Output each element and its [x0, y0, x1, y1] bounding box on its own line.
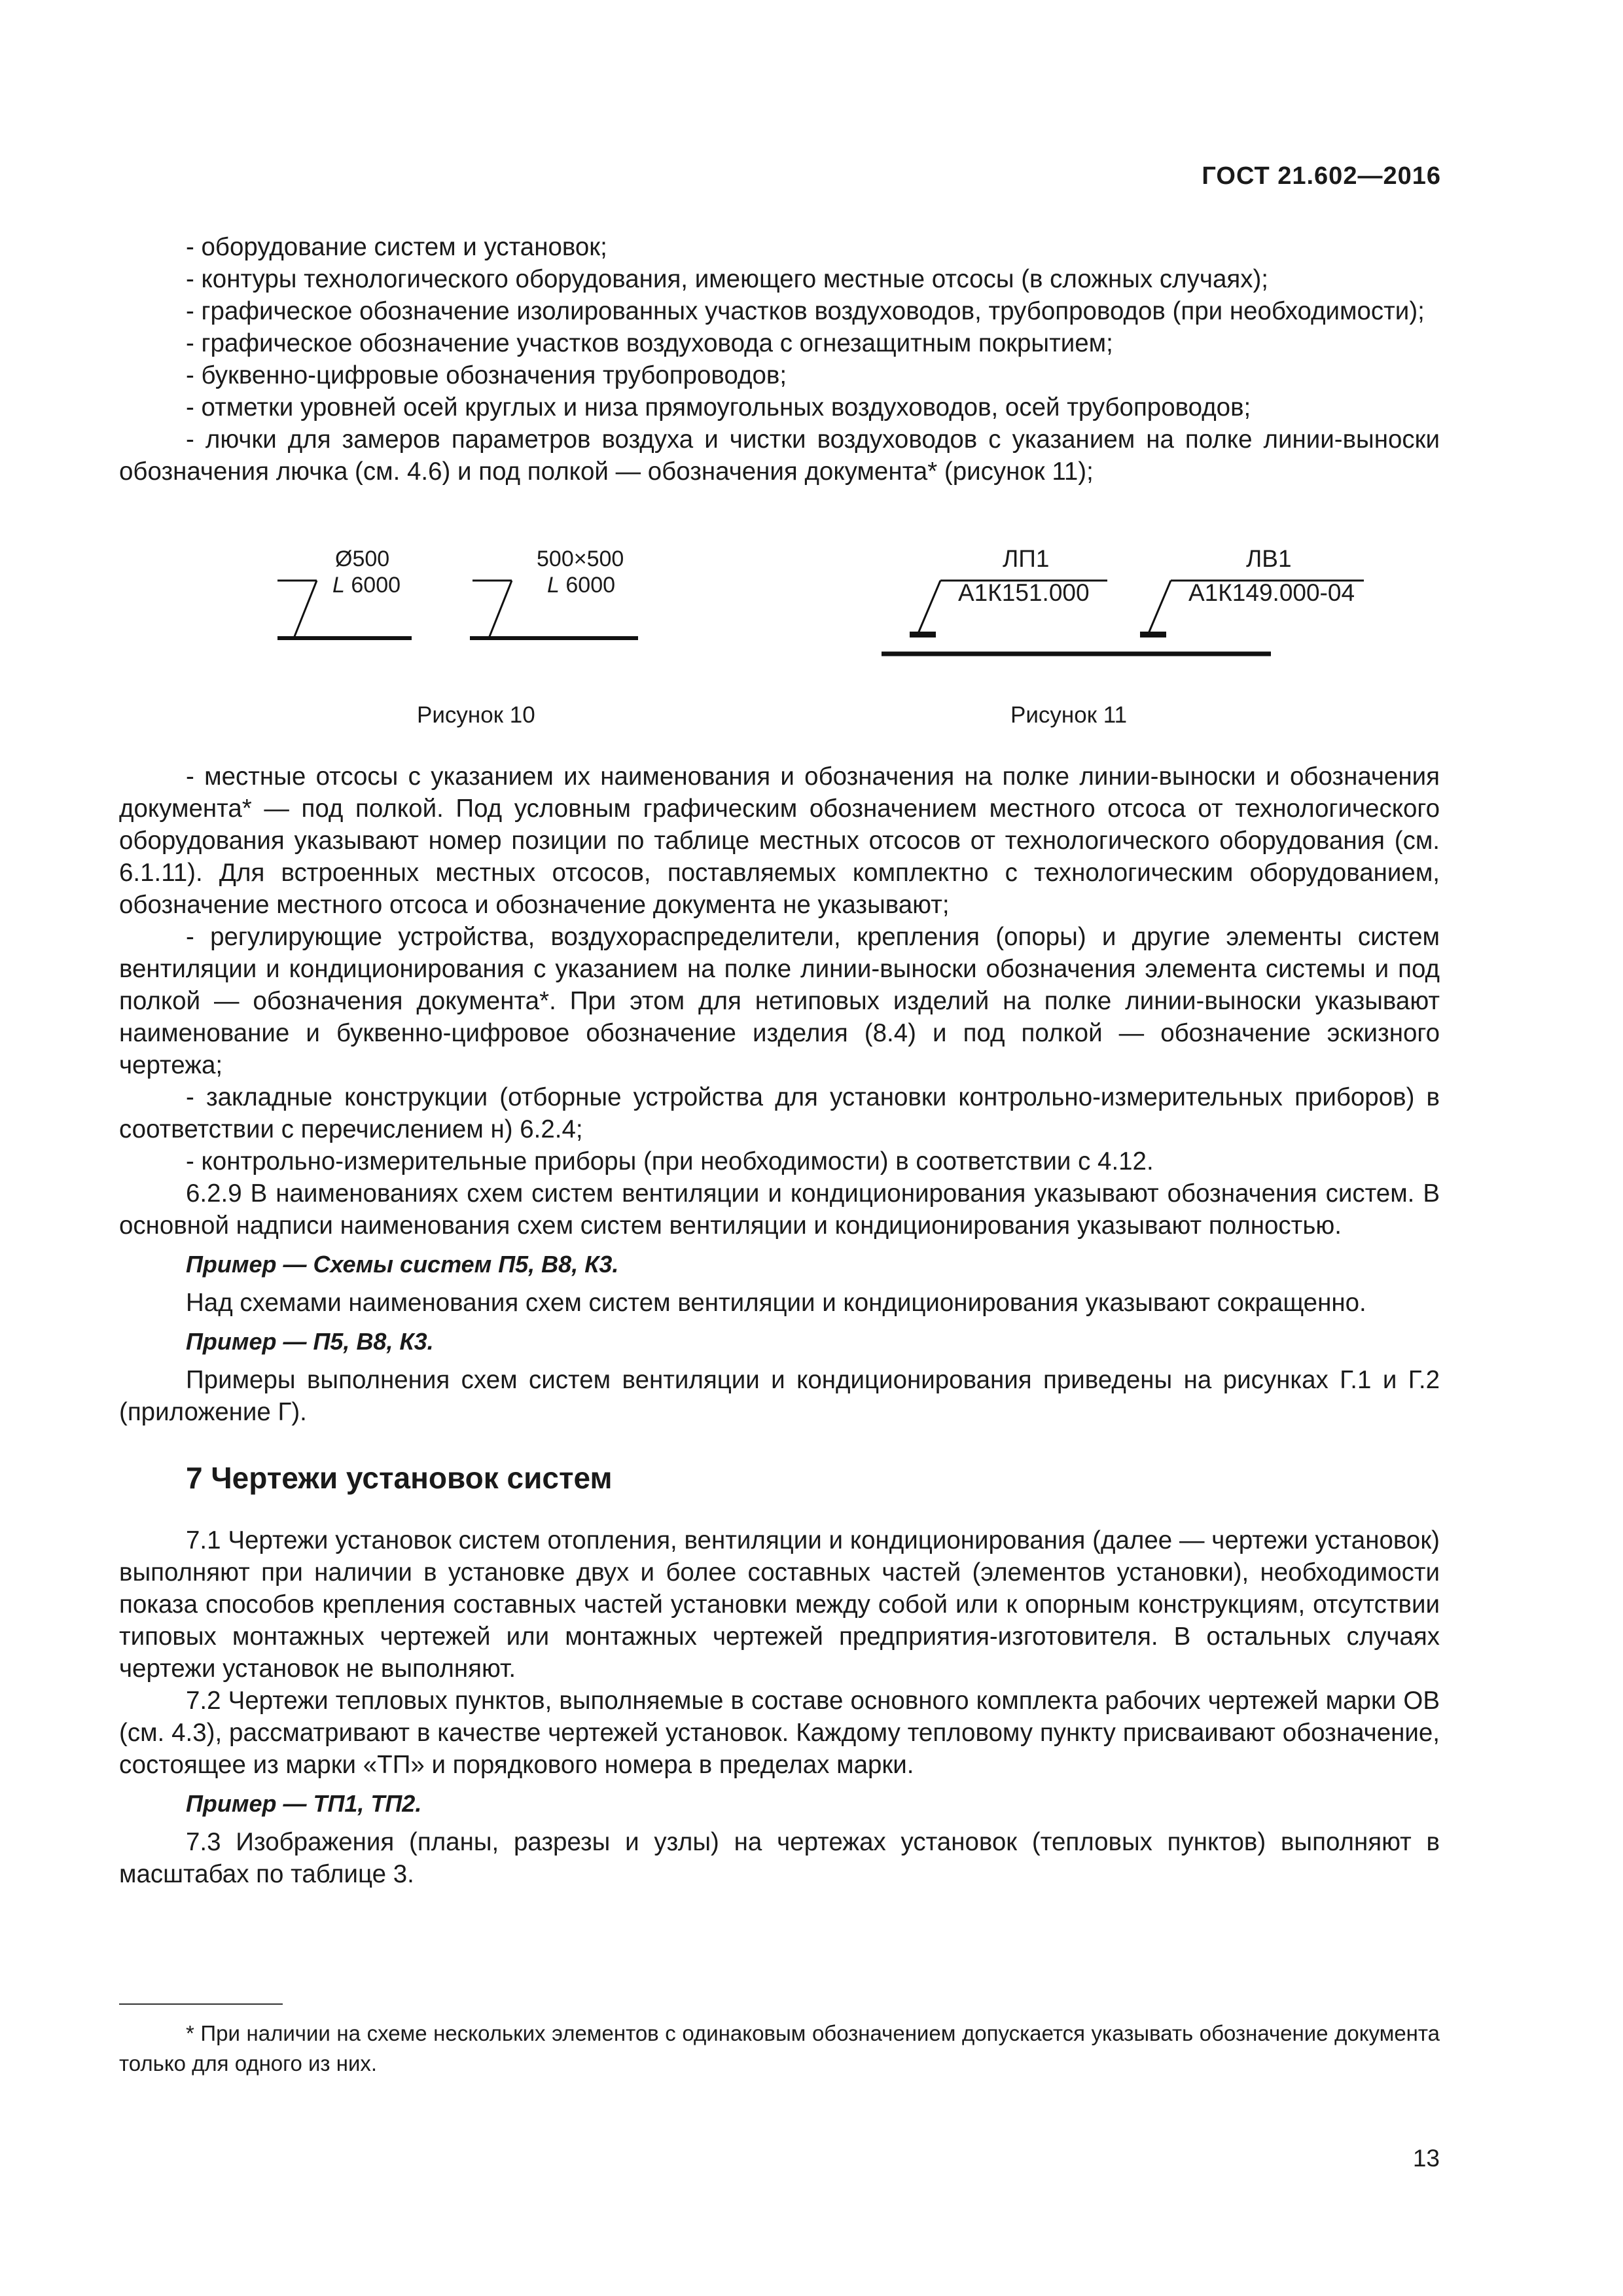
fig11b-top-label: ЛВ1: [1246, 545, 1292, 572]
fig11b-leader: [1148, 581, 1171, 635]
fig11a-bottom-label: А1К151.000: [958, 579, 1090, 606]
footnote-separator: [119, 2003, 283, 2005]
list-item: - контрольно-измерительные приборы (при необходимости) в соответствии с 4.12.: [186, 1147, 1154, 1175]
paragraph-short-names: Над схемами наименования схем систем вентиляции и кондиционирования указывают сокращенно.: [186, 1289, 1366, 1317]
page-number: 13: [1412, 2145, 1440, 2172]
list-item: - графическое обозначение изолированных участков воздуховодов, трубопроводов (при необходимости);: [186, 297, 1425, 325]
fig10b-length-symbol: L: [547, 573, 560, 598]
list-item: - закладные конструкции (отборные устройства для установки контрольно-измерительных приборов) в соответствии с перечислением н) 6.2.4;: [119, 1083, 1440, 1143]
footnote: * При наличии на схеме нескольких элементов с одинаковым обозначением допускается указывать обозначение документа только для одного из них.: [119, 2021, 1440, 2075]
example-2: Пример — П5, В8, К3.: [186, 1328, 434, 1355]
fig10b-leader: [489, 581, 512, 638]
example-1: Пример — Схемы систем П5, В8, К3.: [186, 1251, 619, 1278]
fig10a-length-value: 6000: [351, 573, 401, 598]
list-item: - лючки для замеров параметров воздуха и чистки воздуховодов с указанием на полке линии-выноски обозначения лючка (см. 4.6) и под полкой — обозначения документа* (рисунок 11);: [119, 425, 1440, 486]
list-item: - оборудование систем и установок;: [186, 233, 607, 261]
list-item: - регулирующие устройства, воздухораспределители, крепления (опоры) и другие элементы систем вентиляции и кондиционирования с указанием на полке линии-выноски обозначения элемента системы и под полкой — обозначения документа*. При этом для нетиповых изделий на полке линии-выноски указывают наименование и буквенно-цифровое обозначение изделия (8.4) и под полкой — обозначение эскизного чертежа;: [119, 923, 1440, 1079]
fig10a-length-symbol: L: [332, 573, 345, 598]
figure11-caption: Рисунок 11: [1010, 702, 1128, 728]
fig11a-hatch-mark: [910, 632, 936, 637]
figures-drawing: [119, 533, 1440, 730]
list-item: - местные отсосы с указанием их наименования и обозначения на полке линии-выноски и обозначения документа* — под полкой. Под условным графическим обозначением местного отсоса от технологического оборудования указывают номер позиции по таблице местных отсосов от технологического оборудования (см. 6.1.11). Для встроенных местных отсосов, поставляемых комплектно с технологическим оборудованием, обозначение местного отсоса и обозначение документа не указывают;: [119, 762, 1440, 919]
example-3: Пример — ТП1, ТП2.: [186, 1790, 422, 1817]
paragraph-7-3: 7.3 Изображения (планы, разрезы и узлы) на чертежах установок (тепловых пунктов) выполняют в масштабах по таблице 3.: [119, 1828, 1440, 1888]
fig11a-top-label: ЛП1: [1003, 545, 1050, 572]
fig10b-bottom-label: [547, 573, 615, 598]
main-text: [119, 761, 1440, 1890]
fig11a-leader: [918, 581, 940, 635]
figure10-caption: Рисунок 10: [417, 702, 535, 728]
fig10a-top-label: Ø500: [335, 547, 390, 571]
fig10a-bottom-label: [332, 573, 401, 598]
paragraph-7-1: 7.1 Чертежи установок систем отопления, вентиляции и кондиционирования (далее — чертежи установок) выполняют при наличии в установке двух и более составных частей (элементов установки), необходимости показа способов крепления составных частей установки между собой или к опорным конструкциям, отсутствии типовых монтажных чертежей или монтажных чертежей предприятия-изготовителя. В остальных случаях чертежи установок не выполняют.: [119, 1526, 1440, 1683]
paragraph-examples: Примеры выполнения схем систем вентиляции и кондиционирования приведены на рисунках Г.1 и Г.2 (приложение Г).: [119, 1366, 1440, 1426]
list-item: - буквенно-цифровые обозначения трубопроводов;: [186, 361, 787, 389]
paragraph-6-2-9: 6.2.9 В наименованиях схем систем вентиляции и кондиционирования указывают обозначения систем. В основной надписи наименования схем систем вентиляции и кондиционирования указывают полностью.: [119, 1179, 1440, 1240]
fig10a-leader: [294, 581, 317, 638]
document-code-header: ГОСТ 21.602—2016: [1202, 162, 1441, 190]
figures-10-11: [119, 533, 1440, 730]
section-7-title: 7 Чертежи установок систем: [186, 1461, 613, 1495]
list-item: - контуры технологического оборудования, имеющего местные отсосы (в сложных случаях);: [186, 265, 1268, 293]
list-item: - графическое обозначение участков воздуховода с огнезащитным покрытием;: [186, 329, 1113, 357]
fig10b-top-label: 500×500: [537, 547, 624, 571]
fig10b-length-value: 6000: [565, 573, 616, 598]
paragraph-7-2: 7.2 Чертежи тепловых пунктов, выполняемые в составе основного комплекта рабочих чертежей марки ОВ (см. 4.3), рассматривают в качестве чертежей установок. Каждому тепловому пункту присваивают обозначение, состоящее из марки «ТП» и порядкового номера в пределах марки.: [119, 1687, 1440, 1779]
list-item: - отметки уровней осей круглых и низа прямоугольных воздуховодов, осей трубопроводов;: [186, 393, 1251, 422]
fig11b-bottom-label: А1К149.000-04: [1188, 579, 1355, 606]
fig11b-hatch-mark: [1140, 632, 1166, 637]
equipment-list-top: [119, 231, 1440, 488]
